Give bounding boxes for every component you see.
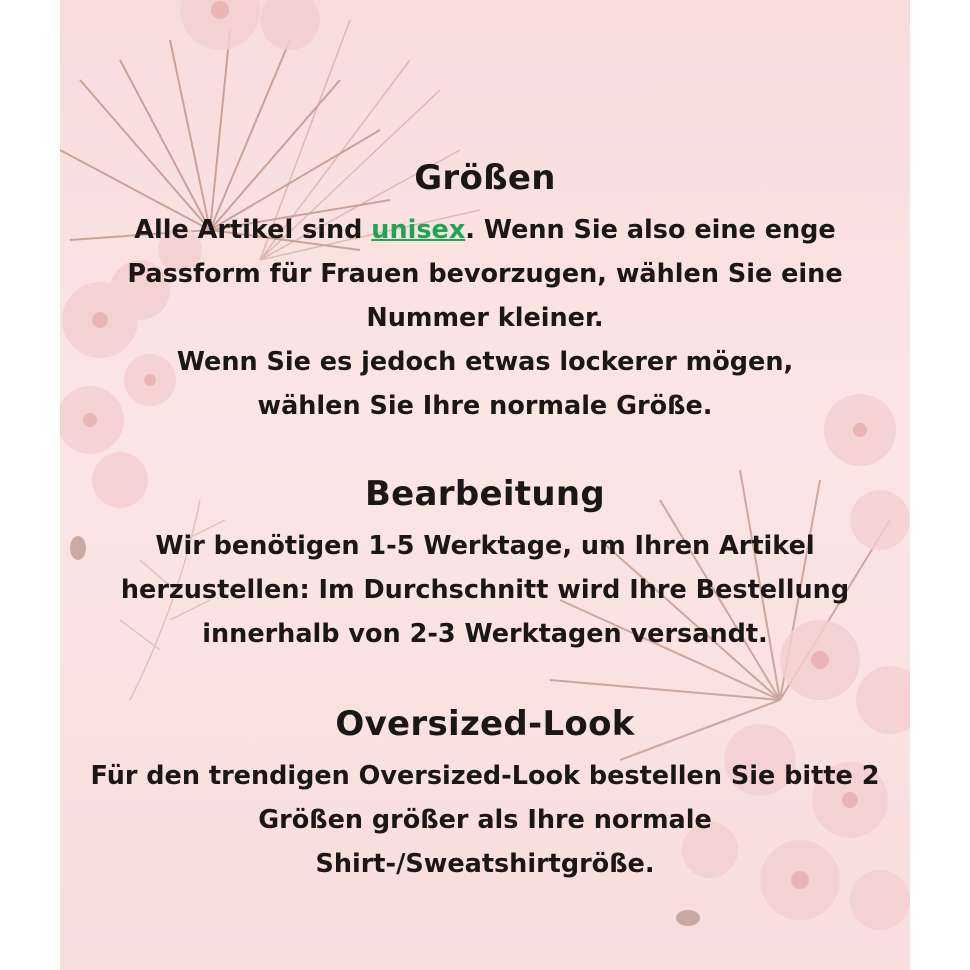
sizes-line-5: wählen Sie Ihre normale Größe. bbox=[257, 391, 713, 421]
info-card bbox=[60, 0, 910, 970]
unisex-link[interactable]: unisex bbox=[371, 215, 466, 245]
oversized-line-1: Für den trendigen Oversized-Look bestellen Sie bitte 2 bbox=[90, 761, 880, 791]
oversized-line-2: Größen größer als Ihre normale bbox=[258, 805, 712, 835]
processing-line-1: Wir benötigen 1-5 Werktage, um Ihren Artikel bbox=[155, 531, 815, 561]
section-body-sizes bbox=[70, 208, 900, 428]
sizes-line-2: Passform für Frauen bevorzugen, wählen Sie eine bbox=[127, 259, 843, 289]
sizes-line-3: Nummer kleiner. bbox=[366, 303, 604, 333]
section-heading-sizes: Größen bbox=[414, 158, 556, 198]
sizes-line-1-start: Alle Artikel sind bbox=[134, 215, 372, 245]
processing-line-2: herzustellen: Im Durchschnitt wird Ihre Bestellung bbox=[120, 575, 850, 605]
sizes-line-1 bbox=[70, 208, 900, 252]
section-body-oversized bbox=[70, 754, 900, 886]
content-area bbox=[60, 0, 910, 970]
section-heading-processing: Bearbeitung bbox=[364, 474, 606, 514]
processing-line-3: innerhalb von 2-3 Werktagen versandt. bbox=[202, 619, 768, 649]
section-body-processing bbox=[70, 524, 900, 656]
sizes-line-1-end: . Wenn Sie also eine enge bbox=[465, 215, 836, 245]
oversized-line-3: Shirt-/Sweatshirtgröße. bbox=[315, 849, 655, 879]
sizes-line-4: Wenn Sie es jedoch etwas lockerer mögen, bbox=[176, 347, 794, 377]
section-heading-oversized: Oversized-Look bbox=[335, 704, 635, 744]
